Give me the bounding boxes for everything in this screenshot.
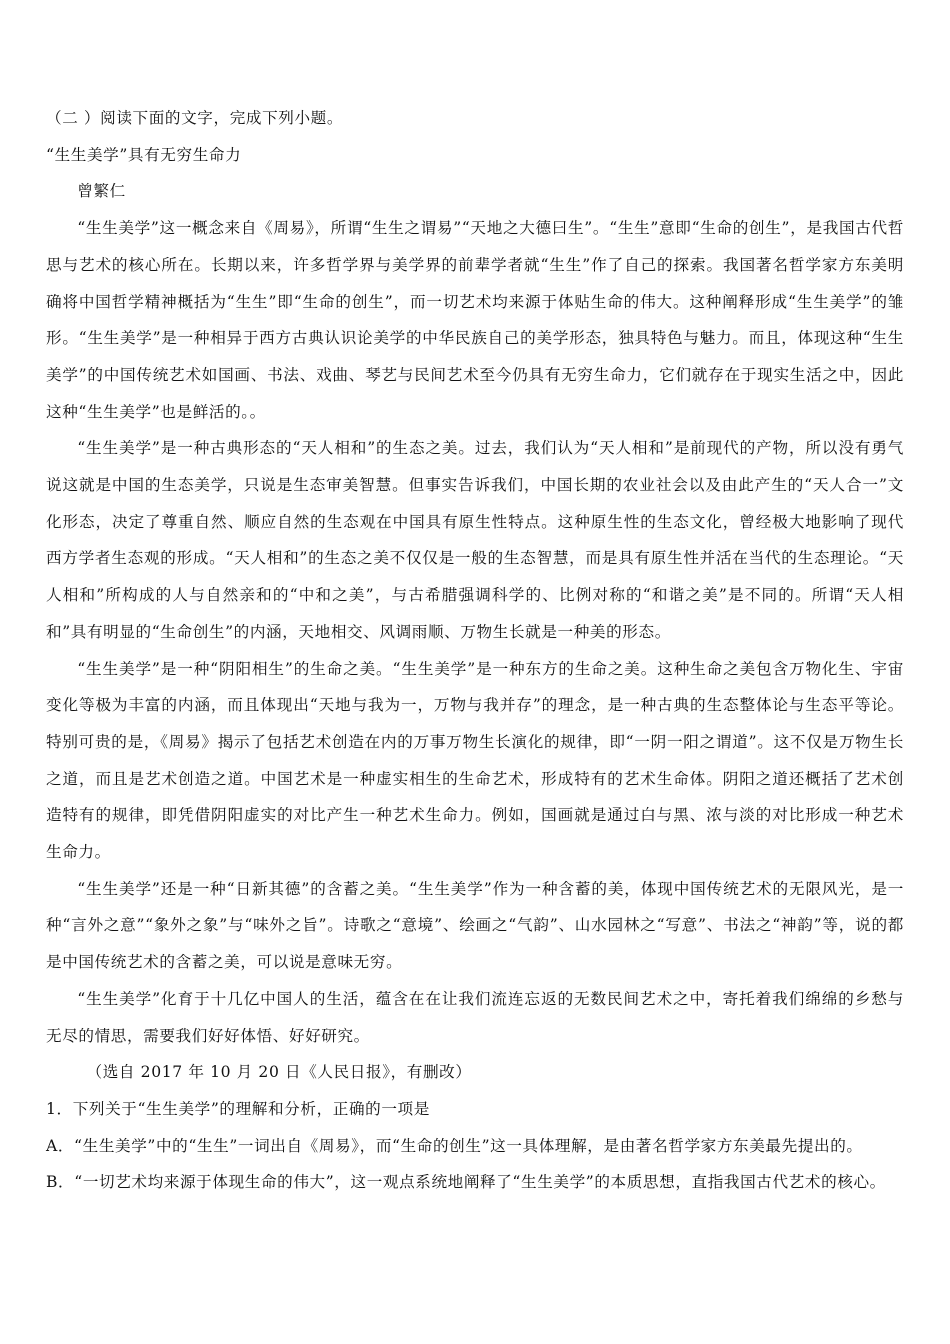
question-1: [46, 1091, 904, 1201]
question-option-a: A．“生生美学”中的“生生”一词出自《周易》，而“生命的创生”这一具体理解，是由著名哲学家方东美最先提出的。: [46, 1136, 863, 1155]
article-author: 曾繁仁: [77, 182, 126, 201]
article-source: （选自 2017 年 10 月 20 日《人民日报》，有删改）: [86, 1063, 472, 1082]
article-paragraph-4: “生生美学”还是一种“日新其德”的含蓄之美。“生生美学”作为一种含蓄的美，体现中国传统艺术的无限风光，是一种“言外之意”“象外之象”与“味外之旨”。诗歌之“意境”、绘画之“气韵”、山水园林之“写意”、书法之“神韵”等，说的都是中国传统艺术的含蓄之美，可以说是意味无穷。: [46, 879, 904, 972]
question-stem: 1．下列关于“生生美学”的理解和分析，正确的一项是: [46, 1099, 430, 1118]
document-page: [46, 100, 904, 1201]
article-paragraph-3: “生生美学”是一种“阴阳相生”的生命之美。“生生美学”是一种东方的生命之美。这种生命之美包含万物化生、宇宙变化等极为丰富的内涵，而且体现出“天地与我为一，万物与我并存”的理念，是一种古典的生态整体论与生态平等论。特别可贵的是，《周易》揭示了包括艺术创造在内的万事万物生长演化的规律，即“一阴一阳之谓道”。这不仅是万物生长之道，而且是艺术创造之道。中国艺术是一种虚实相生的生命艺术，形成特有的艺术生命体。阴阳之道还概括了艺术创造特有的规律，即凭借阴阳虚实的对比产生一种艺术生命力。例如，国画就是通过白与黑、浓与淡的对比形成一种艺术生命力。: [46, 659, 904, 862]
article-title: “生生美学”具有无穷生命力: [46, 145, 242, 164]
article-paragraph-1: “生生美学”这一概念来自《周易》，所谓“生生之谓易”“天地之大德曰生”。“生生”意即“生命的创生”，是我国古代哲思与艺术的核心所在。长期以来，许多哲学界与美学界的前辈学者就“生生”作了自己的探索。我国著名哲学家方东美明确将中国哲学精神概括为“生生”即“生命的创生”，而一切艺术均来源于体贴生命的伟大。这种阐释形成“生生美学”的雏形。“生生美学”是一种相异于西方古典认识论美学的中华民族自己的美学形态，独具特色与魅力。而且，体现这种“生生美学”的中国传统艺术如国画、书法、戏曲、琴艺与民间艺术至今仍具有无穷生命力，它们就存在于现实生活之中，因此这种“生生美学”也是鲜活的。。: [46, 219, 904, 421]
article-paragraph-2: “生生美学”是一种古典形态的“天人相和”的生态之美。过去，我们认为“天人相和”是前现代的产物，所以没有勇气说这就是中国的生态美学，只说是生态审美智慧。但事实告诉我们，中国长期的农业社会以及由此产生的“天人合一”文化形态，决定了尊重自然、顺应自然的生态观在中国具有原生性特点。这种原生性的生态文化，曾经极大地影响了现代西方学者生态观的形成。“天人相和”的生态之美不仅仅是一般的生态智慧，而是具有原生性并活在当代的生态理论。“天人相和”所构成的人与自然亲和的“中和之美”，与古希腊强调科学的、比例对称的“和谐之美”是不同的。所谓“天人相和”具有明显的“生命创生”的内涵，天地相交、风调雨顺、万物生长就是一种美的形态。: [46, 439, 904, 641]
section-header: （二 ）阅读下面的文字，完成下列小题。: [46, 109, 344, 127]
question-option-b: B．“一切艺术均来源于体现生命的伟大”，这一观点系统地阐释了“生生美学”的本质思想，直指我国古代艺术的核心。: [46, 1173, 886, 1192]
article-paragraph-5: “生生美学”化育于十几亿中国人的生活，蕴含在在让我们流连忘返的无数民间艺术之中，寄托着我们绵绵的乡愁与无尽的情思，需要我们好好体悟、好好研究。: [46, 989, 904, 1045]
